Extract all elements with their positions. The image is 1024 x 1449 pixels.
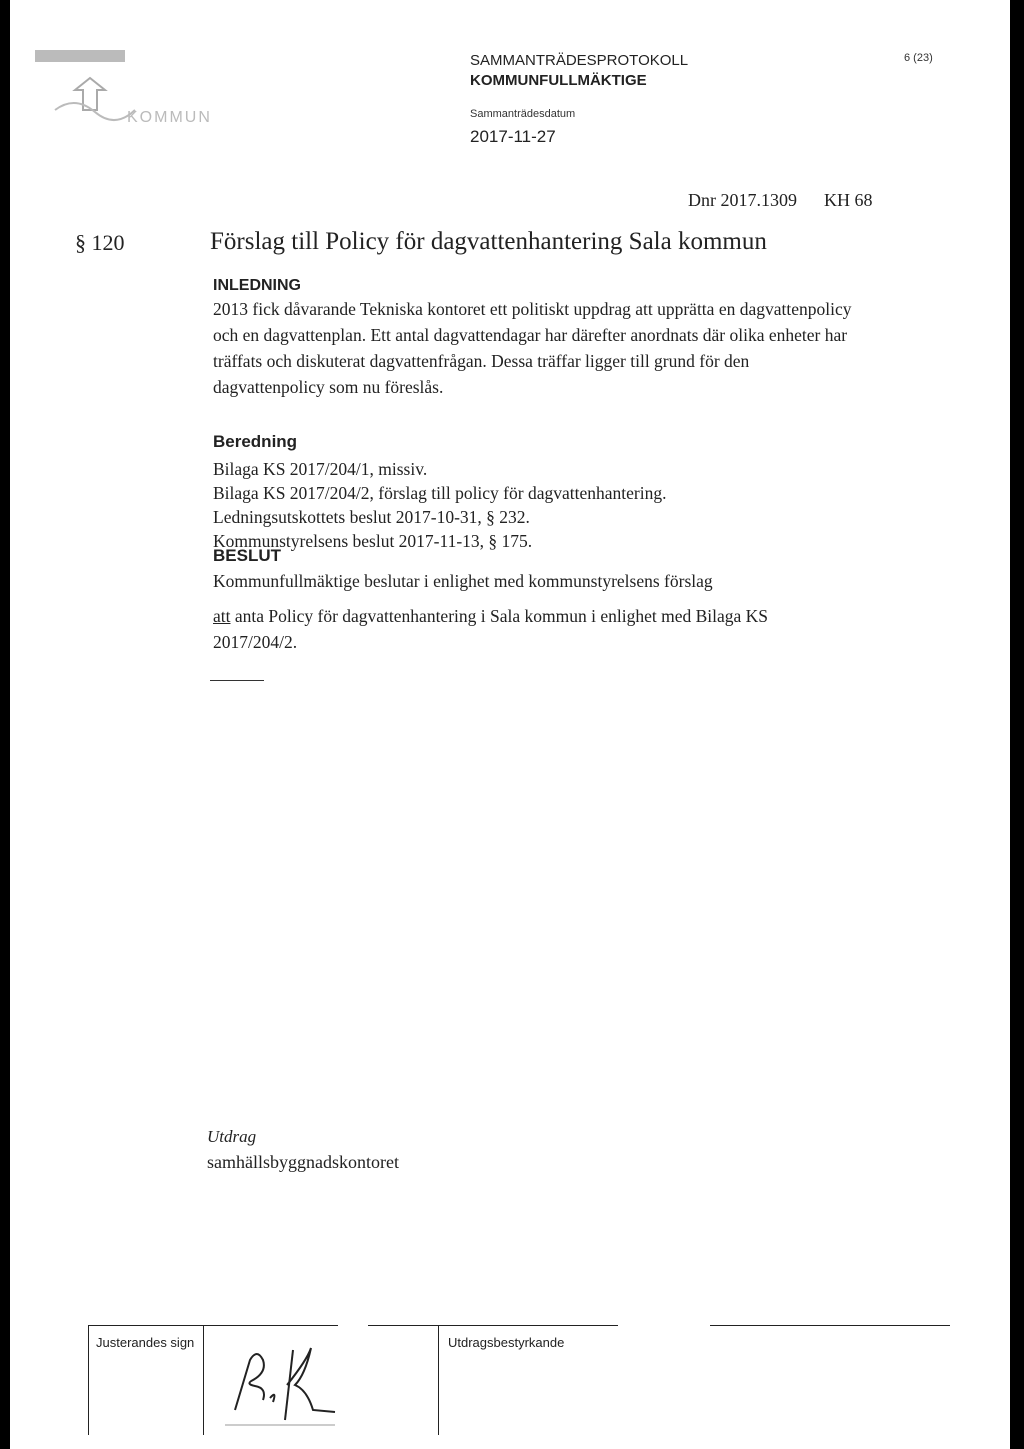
page-number: 6 (23) <box>904 52 933 64</box>
list-item: Kommunstyrelsens beslut 2017-11-13, § 175. <box>213 531 533 551</box>
section-title-inledning: INLEDNING <box>213 277 301 294</box>
handwritten-signature <box>215 1330 345 1430</box>
verify-label: Utdragsbestyrkande <box>448 1335 565 1350</box>
footer-rule <box>88 1325 338 1326</box>
beslut-decision <box>213 603 853 655</box>
item-title: Förslag till Policy för dagvattenhantering Sala kommun <box>210 228 767 255</box>
sign-label: Justerandes sign <box>96 1335 195 1350</box>
list-item: Bilaga KS 2017/204/1, missiv. <box>213 459 428 479</box>
footer-border <box>438 1325 439 1435</box>
municipality-logo <box>35 50 235 140</box>
document-page <box>10 0 1010 1449</box>
section-title-beslut: BESLUT <box>213 546 281 565</box>
list-item: Bilaga KS 2017/204/2, förslag till policy för dagvattenhantering. <box>213 483 667 503</box>
body-name: KOMMUNFULLMÄKTIGE <box>470 72 647 89</box>
diary-number: Dnr 2017.1309 <box>688 190 797 210</box>
footer-border <box>88 1325 89 1435</box>
footer-border <box>203 1325 204 1435</box>
utdrag-recipient: samhällsbyggnadskontoret <box>207 1152 399 1172</box>
section-title-beredning: Beredning <box>213 432 298 451</box>
section-divider <box>210 680 264 681</box>
list-item: Ledningsutskottets beslut 2017-10-31, § 232. <box>213 507 530 527</box>
inledning-paragraph: 2013 fick dåvarande Tekniska kontoret ett politiskt uppdrag att upprätta en dagvattenpolicy och en dagvattenplan. Ett antal dagvattendagar har därefter anordnats där olika enheter har träffats och diskuterat dagvattenfrågan. Dessa träffar ligger till grund för den dagvattenpolicy som nu föreslås. <box>213 299 852 397</box>
meeting-date: 2017-11-27 <box>470 127 556 146</box>
beslut-intro: Kommunfullmäktige beslutar i enlighet med kommunstyrelsens förslag <box>213 571 713 591</box>
footer-rule <box>368 1325 618 1326</box>
item-reference: KH 68 <box>824 190 873 210</box>
beredning-list <box>213 456 666 552</box>
document-type: SAMMANTRÄDESPROTOKOLL <box>470 52 689 69</box>
utdrag-label: Utdrag <box>207 1127 257 1146</box>
att-word: att <box>213 606 231 626</box>
decision-text: anta Policy för dagvattenhantering i Sala kommun i enlighet med Bilaga KS 2017/204/2. <box>213 606 769 652</box>
svg-text:KOMMUN: KOMMUN <box>127 109 212 126</box>
footer-rule <box>710 1325 950 1326</box>
paragraph-number: § 120 <box>75 230 125 255</box>
meeting-date-label: Sammanträdesdatum <box>470 108 576 120</box>
inledning-text <box>213 296 853 400</box>
